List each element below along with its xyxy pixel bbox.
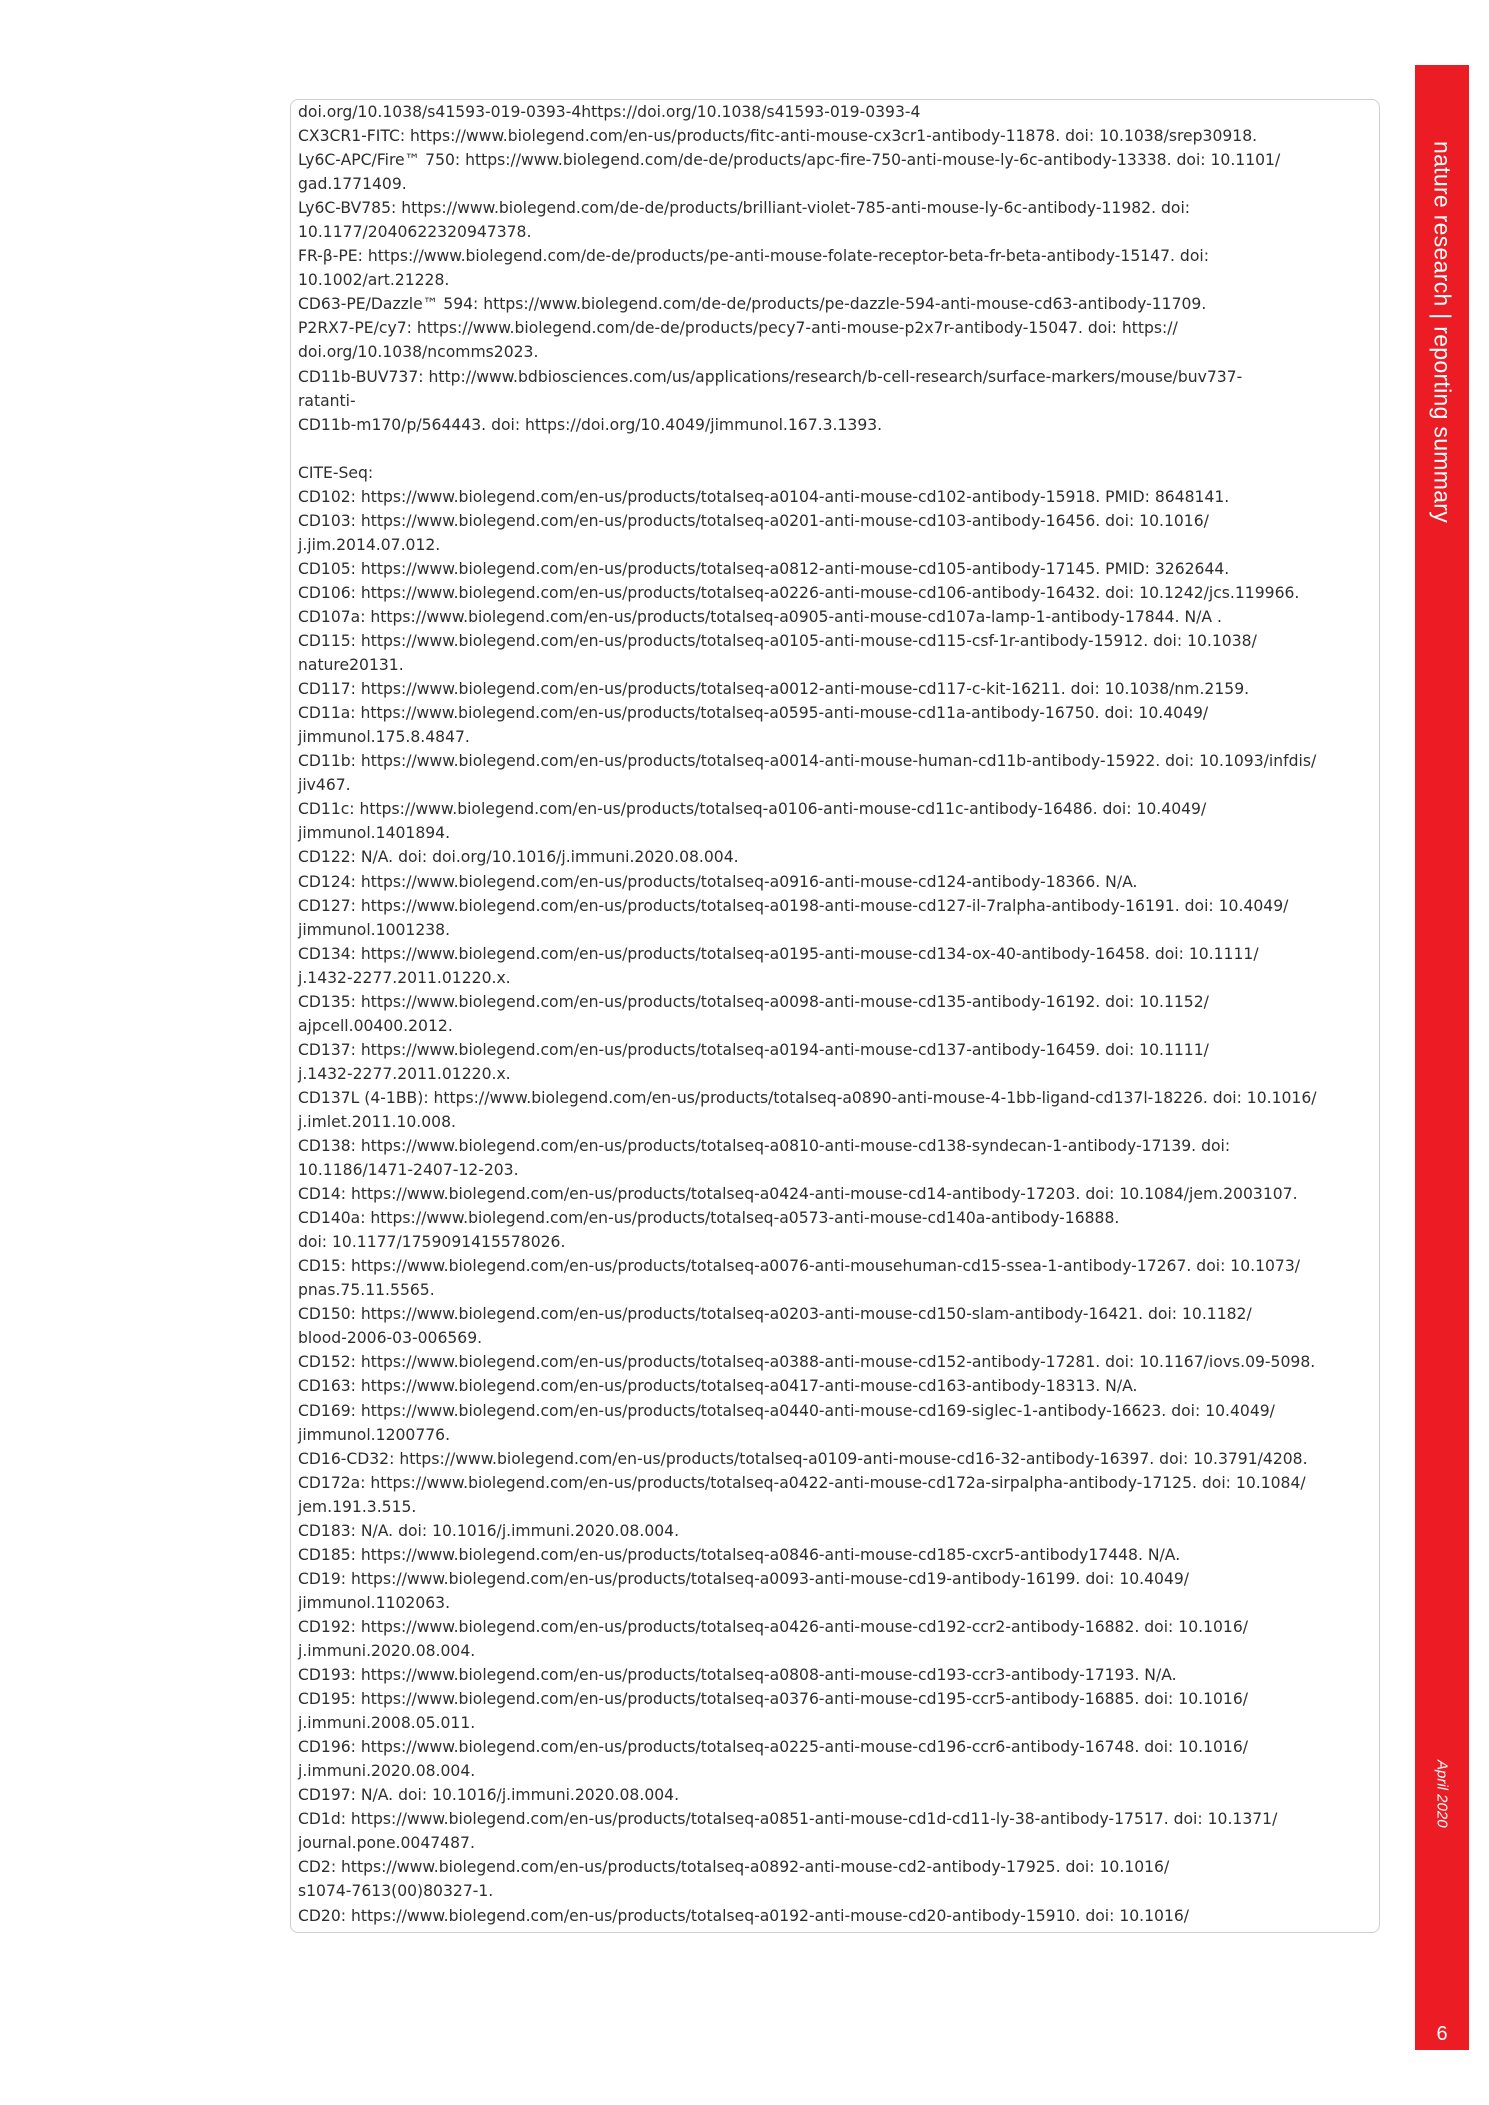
text-line: jem.191.3.515. bbox=[298, 1497, 417, 1516]
text-line: CD140a: https://www.biolegend.com/en-us/products/totalseq-a0573-anti-mouse-cd140a-antibody-16888. bbox=[298, 1209, 1120, 1228]
text-line: CD63-PE/Dazzle™ 594: https://www.biolegend.com/de-de/products/pe-dazzle-594-anti-mouse-cd63-antibody-11709. bbox=[298, 295, 1207, 314]
text-line: CD150: https://www.biolegend.com/en-us/products/totalseq-a0203-anti-mouse-cd150-slam-antibody-16421. doi: 10.1182/ bbox=[298, 1305, 1252, 1324]
text-line: s1074-7613(00)80327-1. bbox=[298, 1882, 494, 1901]
text-line: CD183: N/A. doi: 10.1016/j.immuni.2020.08.004. bbox=[298, 1521, 680, 1540]
text-line: CD14: https://www.biolegend.com/en-us/products/totalseq-a0424-anti-mouse-cd14-antibody-17203. doi: 10.1084/jem.2003107. bbox=[298, 1185, 1298, 1204]
text-line: CD169: https://www.biolegend.com/en-us/products/totalseq-a0440-anti-mouse-cd169-siglec-1-antibody-16623. doi: 10.4049/ bbox=[298, 1401, 1275, 1420]
text-line: j.1432-2277.2011.01220.x. bbox=[298, 1064, 511, 1083]
text-line: jiv467. bbox=[298, 776, 351, 795]
text-line: CD11c: https://www.biolegend.com/en-us/products/totalseq-a0106-anti-mouse-cd11c-antibody-16486. doi: 10.4049/ bbox=[298, 800, 1207, 819]
text-line: CD102: https://www.biolegend.com/en-us/products/totalseq-a0104-anti-mouse-cd102-antibody-15918. PMID: 8648141. bbox=[298, 487, 1230, 506]
text-line: journal.pone.0047487. bbox=[298, 1834, 475, 1853]
text-line: ajpcell.00400.2012. bbox=[298, 1016, 453, 1035]
text-line: CD192: https://www.biolegend.com/en-us/products/totalseq-a0426-anti-mouse-cd192-ccr2-antibody-16882. doi: 10.1016/ bbox=[298, 1617, 1249, 1636]
text-line: jimmunol.1401894. bbox=[298, 824, 451, 843]
text-line: jimmunol.1001238. bbox=[298, 920, 451, 939]
text-line: ratanti- bbox=[298, 391, 356, 410]
text-line: 10.1186/1471-2407-12-203. bbox=[298, 1161, 519, 1180]
text-line: P2RX7-PE/cy7: https://www.biolegend.com/de-de/products/pecy7-anti-mouse-p2x7r-antibody-15047. doi: https:// bbox=[298, 319, 1178, 338]
text-line: CD15: https://www.biolegend.com/en-us/products/totalseq-a0076-anti-mousehuman-cd15-ssea-1-antibody-17267. doi: 10.1073/ bbox=[298, 1257, 1301, 1276]
text-line: CITE-Seq: bbox=[298, 463, 374, 482]
page-number: 6 bbox=[1436, 2023, 1448, 2045]
text-line: j.immuni.2008.05.011. bbox=[298, 1714, 476, 1733]
sidebar-title: nature research | reporting summary bbox=[1429, 141, 1456, 524]
text-line: CD127: https://www.biolegend.com/en-us/products/totalseq-a0198-anti-mouse-cd127-il-7ralpha-antibody-16191. doi: 10.4049/ bbox=[298, 896, 1289, 915]
text-line: j.1432-2277.2011.01220.x. bbox=[298, 968, 511, 987]
text-line: CD124: https://www.biolegend.com/en-us/products/totalseq-a0916-anti-mouse-cd124-antibody-18366. N/A. bbox=[298, 872, 1138, 891]
antibody-reference-textbox[interactable] bbox=[290, 99, 1380, 1933]
text-line: pnas.75.11.5565. bbox=[298, 1281, 435, 1300]
text-line: doi: 10.1177/1759091415578026. bbox=[298, 1233, 566, 1252]
sidebar-date: April 2020 bbox=[1433, 1760, 1451, 1828]
text-line: CD103: https://www.biolegend.com/en-us/products/totalseq-a0201-anti-mouse-cd103-antibody-16456. doi: 10.1016/ bbox=[298, 511, 1209, 530]
text-line: CD185: https://www.biolegend.com/en-us/products/totalseq-a0846-anti-mouse-cd185-cxcr5-antibody17448. N/A. bbox=[298, 1545, 1181, 1564]
text-line: 10.1177/2040622320947378. bbox=[298, 223, 532, 242]
text-line: CD105: https://www.biolegend.com/en-us/products/totalseq-a0812-anti-mouse-cd105-antibody-17145. PMID: 3262644. bbox=[298, 559, 1230, 578]
text-line: Ly6C-BV785: https://www.biolegend.com/de-de/products/brilliant-violet-785-anti-mouse-ly-6c-antibody-11982. doi: bbox=[298, 199, 1191, 218]
text-line: CD152: https://www.biolegend.com/en-us/products/totalseq-a0388-anti-mouse-cd152-antibody-17281. doi: 10.1167/iovs.09-5098. bbox=[298, 1353, 1316, 1372]
text-line: j.jim.2014.07.012. bbox=[298, 535, 441, 554]
text-line: CD117: https://www.biolegend.com/en-us/products/totalseq-a0012-anti-mouse-cd117-c-kit-16211. doi: 10.1038/nm.2159. bbox=[298, 680, 1250, 699]
text-line: CX3CR1-FITC: https://www.biolegend.com/en-us/products/fitc-anti-mouse-cx3cr1-antibody-11878. doi: 10.1038/srep30918. bbox=[298, 127, 1258, 146]
text-line: CD107a: https://www.biolegend.com/en-us/products/totalseq-a0905-anti-mouse-cd107a-lamp-1-antibody-17844. N/A . bbox=[298, 607, 1222, 626]
text-line: CD134: https://www.biolegend.com/en-us/products/totalseq-a0195-anti-mouse-cd134-ox-40-antibody-16458. doi: 10.1111/ bbox=[298, 944, 1259, 963]
text-line: CD2: https://www.biolegend.com/en-us/products/totalseq-a0892-anti-mouse-cd2-antibody-17925. doi: 10.1016/ bbox=[298, 1858, 1170, 1877]
text-line: CD137L (4-1BB): https://www.biolegend.com/en-us/products/totalseq-a0890-anti-mouse-4-1bb-ligand-cd137l-18226. doi: 10.1016/ bbox=[298, 1088, 1317, 1107]
text-line: CD1d: https://www.biolegend.com/en-us/products/totalseq-a0851-anti-mouse-cd1d-cd11-ly-38-antibody-17517. doi: 10.1371/ bbox=[298, 1810, 1278, 1829]
text-line: nature20131. bbox=[298, 656, 404, 675]
text-line: CD19: https://www.biolegend.com/en-us/products/totalseq-a0093-anti-mouse-cd19-antibody-16199. doi: 10.4049/ bbox=[298, 1569, 1190, 1588]
text-line: Ly6C-APC/Fire™ 750: https://www.biolegend.com/de-de/products/apc-fire-750-anti-mouse-ly-6c-antibody-13338. doi: 10.1101/ bbox=[298, 151, 1281, 170]
text-line: j.imlet.2011.10.008. bbox=[298, 1112, 456, 1131]
reporting-summary-sidebar bbox=[1415, 65, 1469, 2050]
text-line: CD115: https://www.biolegend.com/en-us/products/totalseq-a0105-anti-mouse-cd115-csf-1r-antibody-15912. doi: 10.1038/ bbox=[298, 632, 1257, 651]
text-line: CD11a: https://www.biolegend.com/en-us/products/totalseq-a0595-anti-mouse-cd11a-antibody-16750. doi: 10.4049/ bbox=[298, 704, 1209, 723]
text-line: jimmunol.1102063. bbox=[298, 1593, 451, 1612]
text-line: CD135: https://www.biolegend.com/en-us/products/totalseq-a0098-anti-mouse-cd135-antibody-16192. doi: 10.1152/ bbox=[298, 992, 1209, 1011]
text-line: CD197: N/A. doi: 10.1016/j.immuni.2020.08.004. bbox=[298, 1786, 680, 1805]
text-line: CD196: https://www.biolegend.com/en-us/products/totalseq-a0225-anti-mouse-cd196-ccr6-antibody-16748. doi: 10.1016/ bbox=[298, 1738, 1249, 1757]
text-line: j.immuni.2020.08.004. bbox=[298, 1762, 476, 1781]
text-line: j.immuni.2020.08.004. bbox=[298, 1642, 476, 1660]
text-line: CD16-CD32: https://www.biolegend.com/en-us/products/totalseq-a0109-anti-mouse-cd16-32-antibody-16397. doi: 10.3791/4208. bbox=[298, 1449, 1308, 1468]
text-line: CD106: https://www.biolegend.com/en-us/products/totalseq-a0226-anti-mouse-cd106-antibody-16432. doi: 10.1242/jcs.119966. bbox=[298, 583, 1300, 602]
text-line: FR-β-PE: https://www.biolegend.com/de-de/products/pe-anti-mouse-folate-receptor-beta-fr-beta-antibody-15147. doi: bbox=[298, 247, 1209, 266]
text-line: doi.org/10.1038/s41593-019-0393-4https://doi.org/10.1038/s41593-019-0393-4 bbox=[298, 103, 921, 121]
text-line: CD20: https://www.biolegend.com/en-us/products/totalseq-a0192-anti-mouse-cd20-antibody-15910. doi: 10.1016/ bbox=[298, 1906, 1190, 1925]
text-line: 10.1002/art.21228. bbox=[298, 271, 450, 290]
text-line: CD163: https://www.biolegend.com/en-us/products/totalseq-a0417-anti-mouse-cd163-antibody-18313. N/A. bbox=[298, 1377, 1138, 1396]
text-line: jimmunol.1200776. bbox=[298, 1425, 451, 1444]
text-line: CD122: N/A. doi: doi.org/10.1016/j.immuni.2020.08.004. bbox=[298, 848, 739, 867]
text-line: jimmunol.175.8.4847. bbox=[298, 728, 470, 747]
text-line: CD11b-m170/p/564443. doi: https://doi.org/10.4049/jimmunol.167.3.1393. bbox=[298, 415, 883, 434]
text-line: blood-2006-03-006569. bbox=[298, 1329, 483, 1348]
text-line: CD193: https://www.biolegend.com/en-us/products/totalseq-a0808-anti-mouse-cd193-ccr3-antibody-17193. N/A. bbox=[298, 1666, 1177, 1685]
text-line: CD172a: https://www.biolegend.com/en-us/products/totalseq-a0422-anti-mouse-cd172a-sirpalpha-antibody-17125. doi: 10.1084/ bbox=[298, 1473, 1306, 1492]
antibody-reference-text bbox=[298, 100, 1375, 1928]
text-line: CD138: https://www.biolegend.com/en-us/products/totalseq-a0810-anti-mouse-cd138-syndecan-1-antibody-17139. doi: bbox=[298, 1137, 1231, 1156]
text-line: CD11b: https://www.biolegend.com/en-us/products/totalseq-a0014-anti-mouse-human-cd11b-antibody-15922. doi: 10.1093/infdis/ bbox=[298, 752, 1317, 771]
text-line: doi.org/10.1038/ncomms2023. bbox=[298, 343, 539, 362]
text-line: CD11b-BUV737: http://www.bdbiosciences.com/us/applications/research/b-cell-research/surface-markers/mouse/buv737- bbox=[298, 367, 1243, 386]
text-line bbox=[298, 437, 1375, 461]
text-line: CD195: https://www.biolegend.com/en-us/products/totalseq-a0376-anti-mouse-cd195-ccr5-antibody-16885. doi: 10.1016/ bbox=[298, 1690, 1249, 1709]
text-line: gad.1771409. bbox=[298, 175, 407, 194]
text-line: CD137: https://www.biolegend.com/en-us/products/totalseq-a0194-anti-mouse-cd137-antibody-16459. doi: 10.1111/ bbox=[298, 1040, 1209, 1059]
